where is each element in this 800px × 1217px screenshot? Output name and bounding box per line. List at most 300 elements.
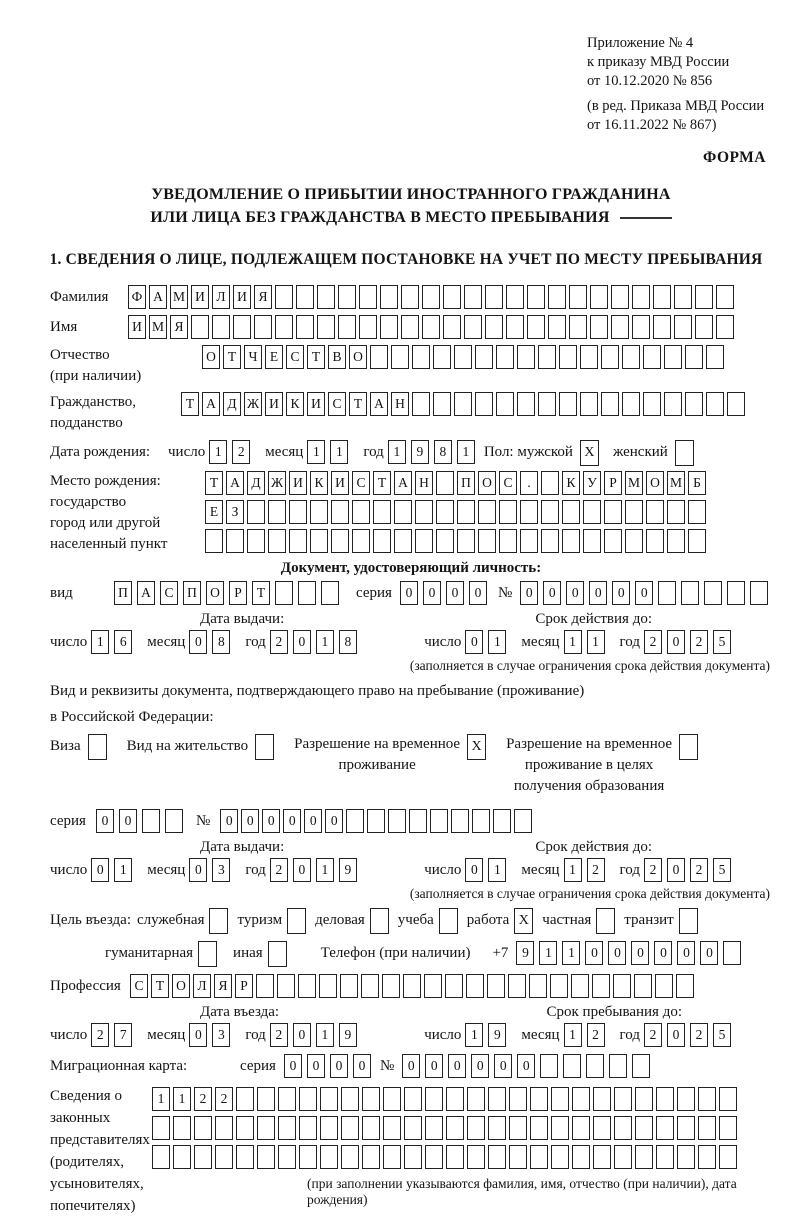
char-cell[interactable]	[296, 315, 314, 339]
char-cell[interactable]	[289, 529, 307, 553]
char-cell[interactable]	[359, 315, 377, 339]
char-cell[interactable]	[488, 1087, 506, 1111]
char-cell[interactable]: Н	[391, 392, 409, 416]
entry-month[interactable]	[189, 1023, 235, 1047]
char-cell[interactable]	[706, 392, 724, 416]
char-cell[interactable]: Ч	[244, 345, 262, 369]
char-cell[interactable]: 2	[690, 630, 708, 654]
char-cell[interactable]: А	[202, 392, 220, 416]
char-cell[interactable]	[475, 392, 493, 416]
stay-day[interactable]	[465, 1023, 511, 1047]
char-cell[interactable]	[317, 285, 335, 309]
char-cell[interactable]: 0	[520, 581, 538, 605]
char-cell[interactable]: К	[286, 392, 304, 416]
char-cell[interactable]	[152, 1116, 170, 1140]
purpose-business-checkbox[interactable]	[370, 908, 389, 934]
char-cell[interactable]	[338, 285, 356, 309]
char-cell[interactable]	[677, 1087, 695, 1111]
char-cell[interactable]: 0	[400, 581, 418, 605]
char-cell[interactable]	[540, 1054, 558, 1078]
char-cell[interactable]: 9	[411, 440, 429, 464]
char-cell[interactable]	[401, 315, 419, 339]
char-cell[interactable]: 0	[262, 809, 280, 833]
char-cell[interactable]	[296, 285, 314, 309]
char-cell[interactable]: 3	[212, 858, 230, 882]
char-cell[interactable]	[698, 1087, 716, 1111]
char-cell[interactable]: 0	[654, 941, 672, 965]
char-cell[interactable]: 8	[339, 630, 357, 654]
char-cell[interactable]: П	[457, 471, 475, 495]
char-cell[interactable]	[412, 392, 430, 416]
char-cell[interactable]: Е	[205, 500, 223, 524]
char-cell[interactable]	[173, 1116, 191, 1140]
char-cell[interactable]	[446, 1087, 464, 1111]
doc-kind-field[interactable]	[114, 581, 344, 605]
char-cell[interactable]: И	[265, 392, 283, 416]
char-cell[interactable]	[580, 392, 598, 416]
char-cell[interactable]: К	[310, 471, 328, 495]
representatives-row3-field[interactable]	[152, 1145, 772, 1169]
char-cell[interactable]	[464, 285, 482, 309]
birthdate-month-field[interactable]	[307, 440, 353, 464]
char-cell[interactable]	[698, 1116, 716, 1140]
char-cell[interactable]: 0	[220, 809, 238, 833]
char-cell[interactable]: 2	[91, 1023, 109, 1047]
char-cell[interactable]	[698, 1145, 716, 1169]
char-cell[interactable]	[593, 1087, 611, 1111]
char-cell[interactable]	[572, 1116, 590, 1140]
char-cell[interactable]: У	[583, 471, 601, 495]
char-cell[interactable]: 0	[189, 858, 207, 882]
char-cell[interactable]	[409, 809, 427, 833]
char-cell[interactable]	[430, 809, 448, 833]
char-cell[interactable]: 1	[539, 941, 557, 965]
char-cell[interactable]	[373, 529, 391, 553]
char-cell[interactable]	[445, 974, 463, 998]
char-cell[interactable]	[436, 500, 454, 524]
char-cell[interactable]	[635, 1087, 653, 1111]
char-cell[interactable]	[275, 315, 293, 339]
char-cell[interactable]: 0	[448, 1054, 466, 1078]
residence-issue-year[interactable]	[270, 858, 362, 882]
char-cell[interactable]	[257, 1145, 275, 1169]
char-cell[interactable]: 0	[517, 1054, 535, 1078]
char-cell[interactable]: 0	[189, 1023, 207, 1047]
char-cell[interactable]: 1	[465, 1023, 483, 1047]
char-cell[interactable]	[664, 392, 682, 416]
entry-year[interactable]	[270, 1023, 362, 1047]
char-cell[interactable]	[493, 809, 511, 833]
char-cell[interactable]: 9	[339, 858, 357, 882]
purpose-work-checkbox[interactable]: X	[514, 908, 533, 934]
char-cell[interactable]: П	[114, 581, 132, 605]
char-cell[interactable]	[601, 392, 619, 416]
doc-series-field[interactable]	[400, 581, 492, 605]
char-cell[interactable]: 2	[194, 1087, 212, 1111]
char-cell[interactable]	[310, 500, 328, 524]
char-cell[interactable]	[446, 1145, 464, 1169]
residence-valid-year[interactable]	[644, 858, 736, 882]
char-cell[interactable]	[685, 345, 703, 369]
char-cell[interactable]	[658, 581, 676, 605]
sex-male-checkbox[interactable]: X	[580, 440, 599, 466]
char-cell[interactable]: А	[137, 581, 155, 605]
patronymic-field[interactable]	[202, 345, 727, 369]
char-cell[interactable]: Т	[373, 471, 391, 495]
char-cell[interactable]	[467, 1087, 485, 1111]
char-cell[interactable]: Ж	[268, 471, 286, 495]
char-cell[interactable]	[278, 1116, 296, 1140]
char-cell[interactable]	[391, 345, 409, 369]
char-cell[interactable]: Т	[151, 974, 169, 998]
char-cell[interactable]	[674, 285, 692, 309]
char-cell[interactable]	[656, 1087, 674, 1111]
doc-issue-year[interactable]	[270, 630, 362, 654]
char-cell[interactable]	[152, 1145, 170, 1169]
char-cell[interactable]	[632, 285, 650, 309]
char-cell[interactable]: 1	[91, 630, 109, 654]
char-cell[interactable]: Т	[252, 581, 270, 605]
char-cell[interactable]	[215, 1116, 233, 1140]
doc-issue-month[interactable]	[189, 630, 235, 654]
char-cell[interactable]	[415, 500, 433, 524]
char-cell[interactable]	[688, 529, 706, 553]
char-cell[interactable]	[341, 1116, 359, 1140]
char-cell[interactable]	[538, 392, 556, 416]
char-cell[interactable]	[509, 1145, 527, 1169]
char-cell[interactable]	[173, 1145, 191, 1169]
char-cell[interactable]	[750, 581, 768, 605]
char-cell[interactable]: 5	[713, 1023, 731, 1047]
char-cell[interactable]: 0	[446, 581, 464, 605]
residence-series-field[interactable]	[96, 809, 188, 833]
char-cell[interactable]: М	[667, 471, 685, 495]
char-cell[interactable]	[593, 1145, 611, 1169]
char-cell[interactable]	[664, 345, 682, 369]
char-cell[interactable]	[194, 1116, 212, 1140]
char-cell[interactable]	[569, 315, 587, 339]
char-cell[interactable]	[394, 529, 412, 553]
char-cell[interactable]: 2	[644, 630, 662, 654]
char-cell[interactable]	[425, 1087, 443, 1111]
birthplace-row3-field[interactable]	[205, 529, 709, 553]
char-cell[interactable]	[247, 529, 265, 553]
char-cell[interactable]: 1	[209, 440, 227, 464]
char-cell[interactable]	[527, 315, 545, 339]
residence-permit-checkbox[interactable]	[255, 734, 274, 760]
char-cell[interactable]: 2	[270, 858, 288, 882]
char-cell[interactable]: С	[352, 471, 370, 495]
birthdate-year-field[interactable]	[388, 440, 480, 464]
char-cell[interactable]: Л	[212, 285, 230, 309]
char-cell[interactable]	[674, 315, 692, 339]
char-cell[interactable]	[590, 315, 608, 339]
doc-issue-day[interactable]	[91, 630, 137, 654]
char-cell[interactable]: Я	[170, 315, 188, 339]
char-cell[interactable]: 0	[585, 941, 603, 965]
char-cell[interactable]	[635, 1145, 653, 1169]
char-cell[interactable]	[509, 1116, 527, 1140]
char-cell[interactable]	[676, 974, 694, 998]
char-cell[interactable]: 1	[488, 630, 506, 654]
char-cell[interactable]	[433, 345, 451, 369]
char-cell[interactable]	[299, 1116, 317, 1140]
char-cell[interactable]	[226, 529, 244, 553]
char-cell[interactable]: 6	[114, 630, 132, 654]
char-cell[interactable]	[370, 345, 388, 369]
char-cell[interactable]: А	[149, 285, 167, 309]
char-cell[interactable]	[590, 285, 608, 309]
char-cell[interactable]	[604, 529, 622, 553]
birthplace-row2-field[interactable]	[205, 500, 709, 524]
char-cell[interactable]	[485, 315, 503, 339]
char-cell[interactable]	[256, 974, 274, 998]
char-cell[interactable]	[580, 345, 598, 369]
char-cell[interactable]	[257, 1087, 275, 1111]
char-cell[interactable]: 1	[488, 858, 506, 882]
char-cell[interactable]	[317, 315, 335, 339]
char-cell[interactable]: С	[286, 345, 304, 369]
purpose-humanitarian-checkbox[interactable]	[198, 941, 217, 967]
char-cell[interactable]: 8	[434, 440, 452, 464]
char-cell[interactable]: Д	[223, 392, 241, 416]
char-cell[interactable]	[572, 1145, 590, 1169]
char-cell[interactable]	[338, 315, 356, 339]
char-cell[interactable]	[614, 1145, 632, 1169]
char-cell[interactable]: 0	[589, 581, 607, 605]
char-cell[interactable]	[527, 285, 545, 309]
char-cell[interactable]	[394, 500, 412, 524]
char-cell[interactable]	[488, 1116, 506, 1140]
char-cell[interactable]: О	[172, 974, 190, 998]
char-cell[interactable]: Т	[205, 471, 223, 495]
char-cell[interactable]: 0	[494, 1054, 512, 1078]
char-cell[interactable]	[613, 974, 631, 998]
temp-residence-checkbox[interactable]: X	[467, 734, 486, 760]
char-cell[interactable]: 0	[677, 941, 695, 965]
char-cell[interactable]: 0	[241, 809, 259, 833]
char-cell[interactable]	[331, 500, 349, 524]
char-cell[interactable]	[373, 500, 391, 524]
char-cell[interactable]	[509, 1087, 527, 1111]
doc-valid-day[interactable]	[465, 630, 511, 654]
char-cell[interactable]: 0	[91, 858, 109, 882]
char-cell[interactable]	[310, 529, 328, 553]
char-cell[interactable]: О	[349, 345, 367, 369]
char-cell[interactable]: 1	[587, 630, 605, 654]
char-cell[interactable]	[622, 345, 640, 369]
char-cell[interactable]: 2	[232, 440, 250, 464]
char-cell[interactable]	[538, 345, 556, 369]
char-cell[interactable]	[604, 500, 622, 524]
char-cell[interactable]	[247, 500, 265, 524]
char-cell[interactable]	[412, 345, 430, 369]
char-cell[interactable]: 0	[283, 809, 301, 833]
char-cell[interactable]	[530, 1145, 548, 1169]
char-cell[interactable]	[719, 1116, 737, 1140]
char-cell[interactable]	[529, 974, 547, 998]
char-cell[interactable]	[233, 315, 251, 339]
char-cell[interactable]: 2	[215, 1087, 233, 1111]
char-cell[interactable]	[299, 1145, 317, 1169]
char-cell[interactable]: 0	[284, 1054, 302, 1078]
char-cell[interactable]	[236, 1087, 254, 1111]
char-cell[interactable]	[559, 345, 577, 369]
char-cell[interactable]: 0	[423, 581, 441, 605]
char-cell[interactable]	[695, 315, 713, 339]
char-cell[interactable]	[609, 1054, 627, 1078]
char-cell[interactable]	[457, 500, 475, 524]
char-cell[interactable]: 1	[388, 440, 406, 464]
char-cell[interactable]	[298, 974, 316, 998]
char-cell[interactable]	[454, 345, 472, 369]
char-cell[interactable]	[298, 581, 316, 605]
char-cell[interactable]	[404, 1087, 422, 1111]
char-cell[interactable]	[653, 285, 671, 309]
char-cell[interactable]	[289, 500, 307, 524]
char-cell[interactable]	[625, 529, 643, 553]
char-cell[interactable]	[727, 392, 745, 416]
doc-valid-month[interactable]	[564, 630, 610, 654]
char-cell[interactable]: К	[562, 471, 580, 495]
char-cell[interactable]	[559, 392, 577, 416]
char-cell[interactable]	[403, 974, 421, 998]
char-cell[interactable]: 0	[469, 581, 487, 605]
char-cell[interactable]	[142, 809, 160, 833]
citizenship-field[interactable]	[181, 392, 748, 416]
char-cell[interactable]: Т	[307, 345, 325, 369]
char-cell[interactable]	[320, 1087, 338, 1111]
char-cell[interactable]	[425, 1116, 443, 1140]
char-cell[interactable]	[278, 1145, 296, 1169]
char-cell[interactable]	[401, 285, 419, 309]
migration-number-field[interactable]	[402, 1054, 655, 1078]
char-cell[interactable]	[706, 345, 724, 369]
char-cell[interactable]: С	[130, 974, 148, 998]
char-cell[interactable]	[436, 471, 454, 495]
char-cell[interactable]	[472, 809, 490, 833]
char-cell[interactable]	[506, 315, 524, 339]
char-cell[interactable]	[362, 1087, 380, 1111]
char-cell[interactable]	[571, 974, 589, 998]
char-cell[interactable]	[446, 1116, 464, 1140]
purpose-other-checkbox[interactable]	[268, 941, 287, 967]
char-cell[interactable]	[656, 1116, 674, 1140]
char-cell[interactable]: И	[128, 315, 146, 339]
char-cell[interactable]	[383, 1116, 401, 1140]
char-cell[interactable]	[550, 974, 568, 998]
char-cell[interactable]	[614, 1087, 632, 1111]
char-cell[interactable]	[191, 315, 209, 339]
char-cell[interactable]	[275, 581, 293, 605]
migration-series-field[interactable]	[284, 1054, 376, 1078]
char-cell[interactable]	[622, 392, 640, 416]
char-cell[interactable]	[475, 345, 493, 369]
char-cell[interactable]	[499, 500, 517, 524]
char-cell[interactable]: 0	[667, 630, 685, 654]
char-cell[interactable]	[601, 345, 619, 369]
char-cell[interactable]	[614, 1116, 632, 1140]
char-cell[interactable]: 2	[587, 1023, 605, 1047]
char-cell[interactable]	[646, 529, 664, 553]
char-cell[interactable]: 0	[325, 809, 343, 833]
char-cell[interactable]	[506, 285, 524, 309]
char-cell[interactable]	[551, 1116, 569, 1140]
char-cell[interactable]	[723, 941, 741, 965]
char-cell[interactable]	[592, 974, 610, 998]
char-cell[interactable]	[727, 581, 745, 605]
char-cell[interactable]	[194, 1145, 212, 1169]
char-cell[interactable]: С	[160, 581, 178, 605]
char-cell[interactable]	[212, 315, 230, 339]
char-cell[interactable]	[451, 809, 469, 833]
char-cell[interactable]	[380, 285, 398, 309]
char-cell[interactable]: 0	[293, 1023, 311, 1047]
char-cell[interactable]	[563, 1054, 581, 1078]
char-cell[interactable]: 2	[270, 1023, 288, 1047]
char-cell[interactable]	[667, 529, 685, 553]
char-cell[interactable]	[346, 809, 364, 833]
char-cell[interactable]: 2	[270, 630, 288, 654]
char-cell[interactable]	[681, 581, 699, 605]
char-cell[interactable]: 0	[425, 1054, 443, 1078]
char-cell[interactable]	[514, 809, 532, 833]
char-cell[interactable]	[508, 974, 526, 998]
char-cell[interactable]	[478, 500, 496, 524]
residence-number-field[interactable]	[220, 809, 535, 833]
char-cell[interactable]	[551, 1145, 569, 1169]
char-cell[interactable]: Т	[181, 392, 199, 416]
purpose-tourism-checkbox[interactable]	[287, 908, 306, 934]
profession-field[interactable]	[130, 974, 697, 998]
char-cell[interactable]: 5	[713, 630, 731, 654]
char-cell[interactable]	[466, 974, 484, 998]
char-cell[interactable]: 0	[608, 941, 626, 965]
char-cell[interactable]	[443, 315, 461, 339]
char-cell[interactable]: 0	[293, 630, 311, 654]
char-cell[interactable]	[443, 285, 461, 309]
char-cell[interactable]	[677, 1116, 695, 1140]
char-cell[interactable]: З	[226, 500, 244, 524]
char-cell[interactable]: 1	[457, 440, 475, 464]
char-cell[interactable]: 1	[316, 858, 334, 882]
char-cell[interactable]	[464, 315, 482, 339]
char-cell[interactable]: 0	[631, 941, 649, 965]
char-cell[interactable]: 0	[566, 581, 584, 605]
char-cell[interactable]	[632, 1054, 650, 1078]
char-cell[interactable]: Т	[349, 392, 367, 416]
residence-valid-month[interactable]	[564, 858, 610, 882]
char-cell[interactable]	[236, 1145, 254, 1169]
char-cell[interactable]	[278, 1087, 296, 1111]
char-cell[interactable]	[362, 1145, 380, 1169]
char-cell[interactable]: Д	[247, 471, 265, 495]
char-cell[interactable]	[380, 315, 398, 339]
char-cell[interactable]	[635, 1116, 653, 1140]
char-cell[interactable]	[716, 285, 734, 309]
char-cell[interactable]	[361, 974, 379, 998]
char-cell[interactable]: И	[191, 285, 209, 309]
char-cell[interactable]: Ф	[128, 285, 146, 309]
char-cell[interactable]	[457, 529, 475, 553]
char-cell[interactable]: М	[625, 471, 643, 495]
char-cell[interactable]: 0	[700, 941, 718, 965]
char-cell[interactable]: 7	[114, 1023, 132, 1047]
char-cell[interactable]	[341, 1145, 359, 1169]
surname-field[interactable]	[128, 285, 737, 309]
char-cell[interactable]	[319, 974, 337, 998]
char-cell[interactable]	[433, 392, 451, 416]
